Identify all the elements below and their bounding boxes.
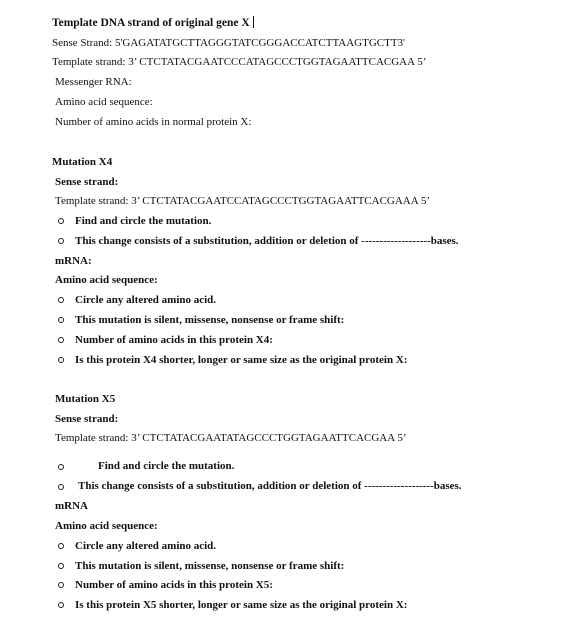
bullet-icon <box>58 602 64 608</box>
bullet-icon <box>58 484 64 490</box>
bullet-icon <box>58 357 64 363</box>
x4-question-change-type: This change consists of a substitution, addition or deletion of -------------------bases. <box>75 235 459 247</box>
x5-question-mutation-type: This mutation is silent, missense, nonsense or frame shift: <box>75 560 345 572</box>
bullet-icon <box>58 238 64 244</box>
bullet-icon <box>58 563 64 569</box>
original-sense-strand: Sense Strand: 5'GAGATATGCTTAGGGTATCGGGACCATCTTAAGTGCTT3' <box>52 37 406 49</box>
x5-question-change-type: This change consists of a substitution, addition or deletion of -------------------bases. <box>78 480 462 492</box>
x5-mrna-label: mRNA <box>55 500 88 512</box>
original-template-strand: Template strand: 3’ CTCTATACGAATCCCATAGCCCTGGTAGAATTCACGAA 5’ <box>52 56 427 68</box>
bullet-icon <box>58 317 64 323</box>
x5-question-amino-count: Number of amino acids in this protein X5: <box>75 579 273 591</box>
bullet-icon <box>58 337 64 343</box>
bullet-icon <box>58 218 64 224</box>
original-title-text: Template DNA strand of original gene X <box>52 17 250 29</box>
original-amino-label: Amino acid sequence: <box>55 96 153 108</box>
x4-question-mutation-type: This mutation is silent, missense, nonsense or frame shift: <box>75 314 345 326</box>
x4-mrna-label: mRNA: <box>55 255 92 267</box>
original-title <box>52 16 254 30</box>
x4-template-strand: Template strand: 3’ CTCTATACGAATCCATAGCCCTGGTAGAATTCACGAAA 5’ <box>55 195 430 207</box>
x5-question-circle-amino: Circle any altered amino acid. <box>75 540 217 552</box>
x4-heading: Mutation X4 <box>52 156 113 168</box>
x5-question-find-mutation: Find and circle the mutation. <box>98 460 235 472</box>
x5-heading: Mutation X5 <box>55 393 116 405</box>
x4-sense-label: Sense strand: <box>55 176 119 188</box>
x4-question-amino-count: Number of amino acids in this protein X4: <box>75 334 273 346</box>
x4-question-size-compare: Is this protein X4 shorter, longer or same size as the original protein X: <box>75 354 408 366</box>
bullet-icon <box>58 464 64 470</box>
x4-amino-label: Amino acid sequence: <box>55 274 158 286</box>
bullet-icon <box>58 297 64 303</box>
x5-sense-label: Sense strand: <box>55 413 119 425</box>
text-cursor <box>253 16 254 28</box>
x5-amino-label: Amino acid sequence: <box>55 520 158 532</box>
x4-question-find-mutation: Find and circle the mutation. <box>75 215 212 227</box>
bullet-icon <box>58 582 64 588</box>
original-mrna-label: Messenger RNA: <box>55 76 132 88</box>
x5-question-size-compare: Is this protein X5 shorter, longer or same size as the original protein X: <box>75 599 408 611</box>
x4-question-circle-amino: Circle any altered amino acid. <box>75 294 217 306</box>
x5-template-strand: Template strand: 3’ CTCTATACGAATATAGCCCTGGTAGAATTCACGAA 5’ <box>55 432 407 444</box>
original-amino-count-label: Number of amino acids in normal protein X: <box>55 116 252 128</box>
bullet-icon <box>58 543 64 549</box>
